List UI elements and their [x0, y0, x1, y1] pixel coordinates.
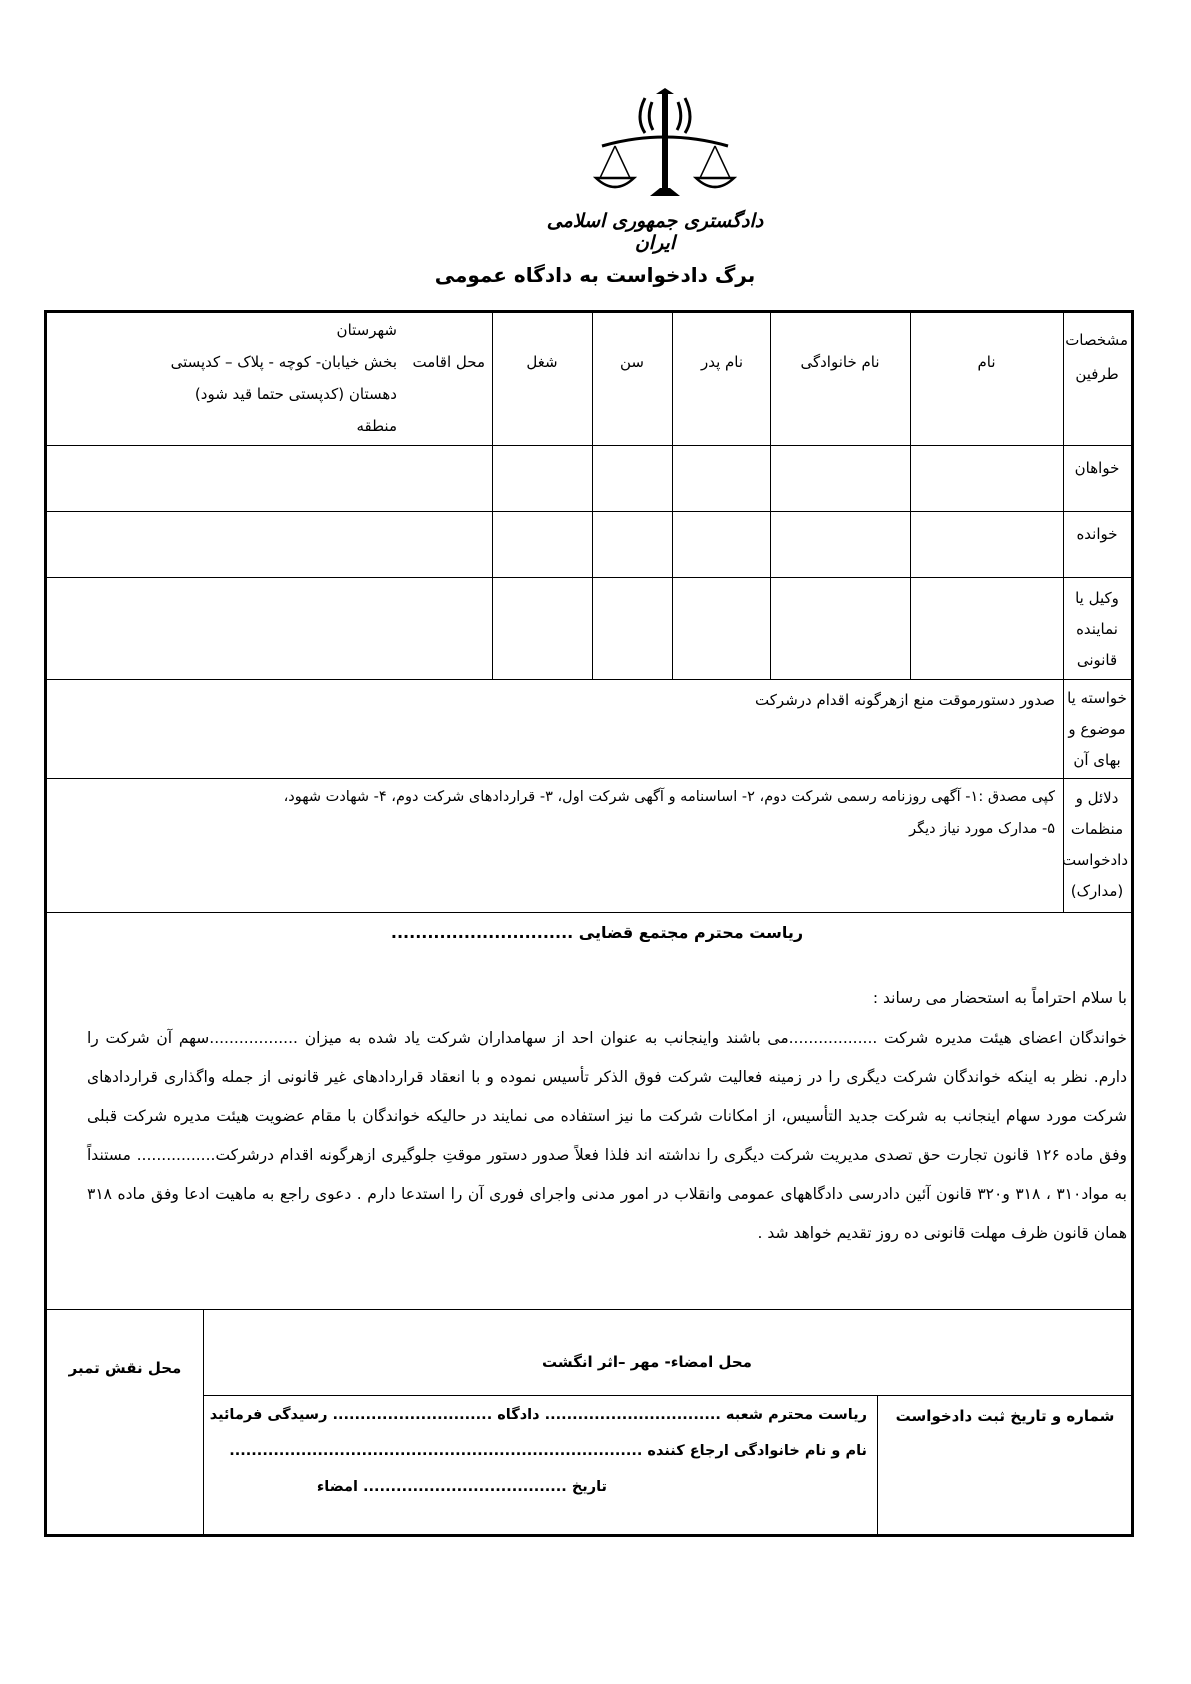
evidence-line-1: کپی مصدق :۱- آگهی روزنامه رسمی شرکت دوم، ۲- اساسنامه و آگهی شرکت اول، ۳- قراردادهای شرکت دوم، ۴- شهادت شهود، — [283, 789, 1055, 805]
col-residence-region: منطقه — [356, 417, 397, 435]
col-job-header: شغل — [526, 353, 558, 371]
registration-label: شماره و تاریخ ثبت دادخواست — [895, 1407, 1115, 1425]
col-last-name-header: نام خانوادگی — [800, 353, 880, 371]
row-defendant-label: خوانده — [1076, 525, 1118, 543]
stamp-place-label: محل نقش تمبر — [68, 1359, 182, 1377]
iran-judiciary-emblem-icon — [590, 88, 740, 213]
evidence-label: دلائل و منظمات دادخواست (مدارک) — [1061, 789, 1128, 900]
referral-line-2: نام و نام خانوادگی ارجاع کننده ........................................................................... — [229, 1443, 867, 1459]
col-residence-village: دهستان (کدپستی حتما قید شود) — [194, 385, 397, 403]
col-first-name-header: نام — [977, 353, 996, 371]
referral-line-3: تاریخ ..................................... امضاء — [316, 1479, 607, 1495]
evidence-line-2: ۵- مدارک مورد نیاز دیگر — [909, 821, 1055, 837]
letter-paragraph: خواندگان اعضای هیئت مدیره شرکت ..................می باشند واینجانب به عنوان احد از سهامداران شرکت یاد شده به میزان ..................سهم آن شرکت را دارم. نظر به اینکه خواندگان شرکت دیگری را در زمینه فعالیت شرکت فوق الذکر تأسیس نموده و با انعقاد قراردادهای غیر قانونی از جمله واگذاری قراردادهای شرکت مورد سهام اینجانب به شرکت جدید التأسیس، از امکانات شرکت ما نیز استفاده می نمایند در حالیکه خواندگان با مقام عضویت هیئت مدیره شرکت قبلی وفق ماده ۱۲۶ قانون تجارت حق تصدی مدیریت شرکت دیگری را نداشته اند فلذا فعلاً صدور دستور موقتِ جلوگیری ازهرگونه اقدام درشرکت................ مستنداً به مواد۳۱۰ ، ۳۱۸ و۳۲۰ قانون آئین دادرسی دادگاههای عمومی وانقلاب در امور مدنی واجرای فوری آن را استدعا دارم . دعوی راجع به ماهیت ادعا وفق ماده ۳۱۸ همان قانون ظرف مهلت قانونی ده روز تقدیم خواهد شد . — [87, 1029, 1127, 1242]
petition-form — [44, 310, 1134, 1537]
letter-addressee: ریاست محترم مجتمع قضایی .............................. — [390, 923, 804, 942]
col-father-name-header: نام پدر — [700, 353, 744, 371]
letter-body — [87, 1019, 1127, 1253]
col-residence-header: محل اقامت — [412, 353, 485, 371]
col-age-header: سن — [620, 353, 644, 371]
referral-line-1: ریاست محترم شعبه ................................ دادگاه ............................. رسیدگی فرمائید — [209, 1407, 867, 1423]
col-parties-header: مشخصات طرفین — [1065, 331, 1128, 383]
letter-greeting: با سلام احتراماً به استحضار می رساند : — [872, 989, 1127, 1007]
form-title: برگ دادخواست به دادگاه عمومی — [434, 263, 756, 287]
col-residence-city: شهرستان — [336, 321, 397, 339]
row-attorney-label: وکیل یا نماینده قانونی — [1075, 589, 1119, 669]
col-residence-address: بخش خیابان- کوچه - پلاک – کدپستی — [170, 353, 397, 371]
signature-place-label: محل امضاء- مهر –اثر انگشت — [542, 1353, 752, 1371]
claim-value: صدور دستورموقت منع ازهرگونه اقدام درشرکت — [755, 691, 1055, 709]
claim-label: خواسته یا موضوع و بهای آن — [1067, 689, 1127, 769]
row-plaintiff-label: خواهان — [1074, 459, 1120, 477]
org-name: دادگستری جمهوری اسلامی ایران — [546, 210, 764, 254]
